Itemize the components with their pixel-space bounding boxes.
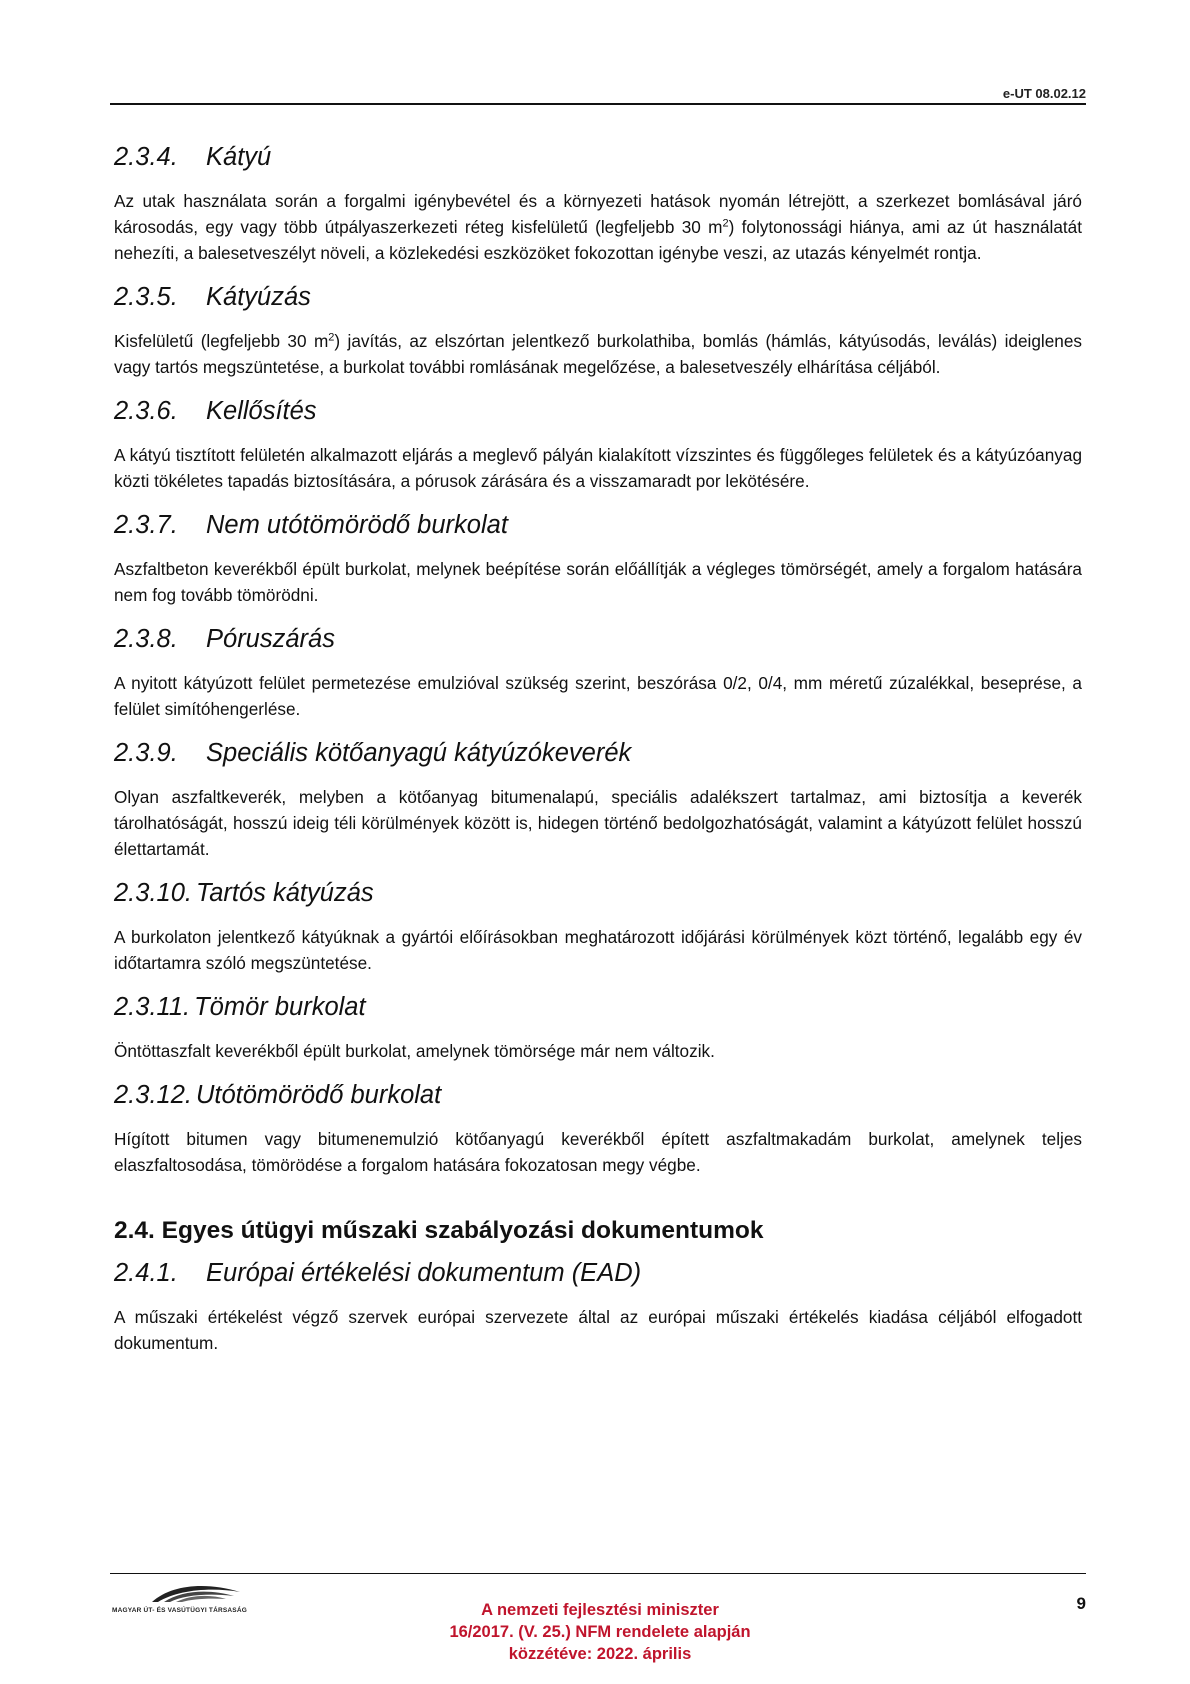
section-title: Kátyúzás <box>206 283 311 311</box>
header-divider <box>110 103 1086 105</box>
section-number: 2.3.11. <box>114 993 191 1021</box>
section-number: 2.3.4. <box>114 143 178 171</box>
section-heading <box>114 876 1082 910</box>
section-body: Aszfaltbeton keverékből épült burkolat, melynek beépítése során előállítják a végleges tömörségét, amely a forgalom hatására nem fog tovább tömörödni. <box>114 559 1082 605</box>
section-heading <box>114 140 1082 174</box>
body-text-rest: ) folytonossági hiánya, ami az út használatát nehezíti, a balesetveszélyt növeli, a közlekedési eszközöket fokozottan igénybe veszi, az utazás kényelmét rontja. <box>114 217 1082 263</box>
section-title: Tömör burkolat <box>194 993 366 1021</box>
section-body: Olyan aszfaltkeverék, melyben a kötőanyag bitumenalapú, speciális adalékszert tartalmaz, ami biztosítja a keverék tárolhatóságát, hosszú ideig téli körülmények között is, hidegen történő bedolgozhatóságát, valamint a kátyúzott felület hosszú élettartamát. <box>114 787 1082 859</box>
document-code: e-UT 08.02.12 <box>1002 86 1086 101</box>
section-heading <box>114 736 1082 770</box>
section-body: A nyitott kátyúzott felület permetezése emulzióval szükség szerint, beszórása 0/2, 0/4, mm méretű zúzalékkal, beseprése, a felület simítóhengerlése. <box>114 673 1082 719</box>
section-heading <box>114 1256 1082 1290</box>
section-body <box>114 328 1082 380</box>
body-text: Az utak használata során a forgalmi igénybevétel és a környezeti hatások nyomán létrejött, a szerkezet bomlásával járó károsodás, egy vagy több útpályaszerkezeti réteg kisfelületű (legfeljebb 30 m <box>114 191 1082 237</box>
publication-line: A nemzeti fejlesztési miniszter <box>481 1601 719 1619</box>
section-title: Speciális kötőanyagú kátyúzókeverék <box>206 739 632 767</box>
footer-divider <box>110 1573 1086 1574</box>
section-2-3-10 <box>114 876 1082 976</box>
section-2-3-6 <box>114 394 1082 494</box>
body-text-rest: ) javítás, az elszórtan jelentkező burkolathiba, bomlás (hámlás, kátyúsodás, leválás) ideiglenes vagy tartós megszüntetése, a burkolat további romlásának megelőzése, a balesetveszély elhárítása céljából. <box>114 331 1082 377</box>
section-heading <box>114 622 1082 656</box>
section-body: Hígított bitumen vagy bitumenemulzió kötőanyagú keverékből épített aszfaltmakadám burkolat, amelynek teljes elaszfaltosodása, tömörödése a forgalom hatására fokozatosan megy végbe. <box>114 1129 1082 1175</box>
section-2-3-12 <box>114 1078 1082 1178</box>
section-body: Öntöttaszfalt keverékből épült burkolat, amelynek tömörsége már nem változik. <box>114 1041 715 1061</box>
section-body: A burkolaton jelentkező kátyúknak a gyártói előírásokban meghatározott időjárási körülmények közt történő, legalább egy év időtartamra szóló megszüntetése. <box>114 927 1082 973</box>
section-body <box>114 188 1082 266</box>
section-title: Nem utótömörödő burkolat <box>206 511 508 539</box>
section-2-3-9 <box>114 736 1082 862</box>
section-2-3-8 <box>114 622 1082 722</box>
section-heading <box>114 280 1082 314</box>
swoosh-logo-icon <box>112 1580 262 1606</box>
section-title: Európai értékelési dokumentum (EAD) <box>206 1259 642 1287</box>
page-number: 9 <box>1076 1594 1086 1613</box>
superscript: 2 <box>328 331 335 344</box>
publication-note <box>400 1599 800 1665</box>
section-heading <box>114 394 1082 428</box>
section-number: 2.3.8. <box>114 625 178 653</box>
section-number: 2.3.6. <box>114 397 178 425</box>
section-title: Kellősítés <box>206 397 317 425</box>
section-number: 2.3.12. <box>114 1081 192 1109</box>
section-title: Utótömörödő burkolat <box>195 1081 442 1109</box>
section-2-3-11 <box>114 990 1082 1064</box>
section-number: 2.4.1. <box>114 1259 178 1287</box>
page-content <box>114 140 1082 1370</box>
superscript: 2 <box>722 217 729 230</box>
section-2-3-5 <box>114 280 1082 380</box>
section-2-3-7 <box>114 508 1082 608</box>
chapter-heading: 2.4. Egyes útügyi műszaki szabályozási dokumentumok <box>114 1217 764 1244</box>
section-number: 2.3.7. <box>114 511 178 539</box>
section-heading <box>114 508 1082 542</box>
section-title: Kátyú <box>206 143 272 171</box>
section-body: A kátyú tisztított felületén alkalmazott eljárás a meglevő pályán kialakított vízszintes és függőleges felületek és a kátyúzóanyag közti tökéletes tapadás biztosítására, a pórusok zárására és a visszamaradt por lekötésére. <box>114 445 1082 491</box>
section-heading <box>114 990 1082 1024</box>
section-2-4-1 <box>114 1256 1082 1356</box>
section-number: 2.3.9. <box>114 739 178 767</box>
logo-text: MAGYAR ÚT- ÉS VASÚTÜGYI TÁRSASÁG <box>112 1607 247 1614</box>
section-title: Tartós kátyúzás <box>195 879 374 907</box>
section-number: 2.3.10. <box>114 879 192 907</box>
section-2-3-4 <box>114 140 1082 266</box>
section-body: A műszaki értékelést végző szervek európai szervezete által az európai műszaki értékelés kiadása céljából elfogadott dokumentum. <box>114 1307 1082 1353</box>
society-logo <box>112 1580 262 1614</box>
publication-line: 16/2017. (V. 25.) NFM rendelete alapján <box>449 1623 751 1641</box>
section-title: Póruszárás <box>206 625 335 653</box>
section-heading <box>114 1078 1082 1112</box>
section-number: 2.3.5. <box>114 283 178 311</box>
body-text: Kisfelületű (legfeljebb 30 m <box>114 331 329 351</box>
publication-line: közzétéve: 2022. április <box>508 1645 692 1663</box>
